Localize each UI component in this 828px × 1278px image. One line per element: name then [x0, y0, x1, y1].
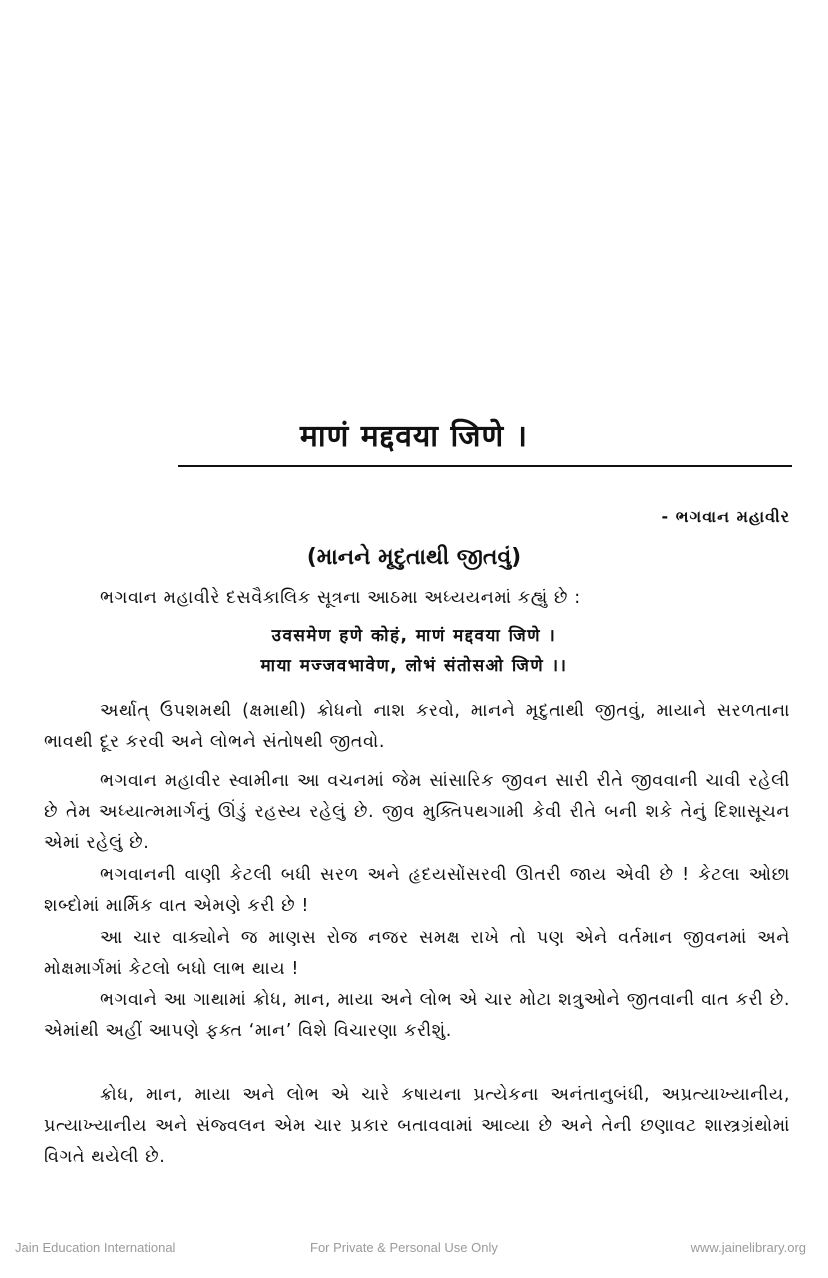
page-title-text: माणं मद्दवया जिणे ।: [299, 419, 529, 454]
paragraph: ભગવાનની વાણી કેટલી બધી સરળ અને હૃદયસોંસરવી ઊતરી જાય એવી છે ! કેટલા ઓછા શબ્દોમાં માર્મિક વાત એમણે કરી છે !: [44, 865, 790, 916]
paragraph: ભગવાન મહાવીર સ્વામીના આ વચનમાં જેમ સાંસારિક જીવન સારી રીતે જીવવાની ચાવી રહેલી છે તેમ અધ્યાત્મમાર્ગનું ઊંડું રહસ્ય રહેલું છે. જીવ મુક્તિપથગામી કેવી રીતે બની શકે તેનું દિશાસૂચન એમાં રહેલું છે.: [44, 771, 790, 853]
footer-usage-notice: For Private & Personal Use Only: [310, 1240, 498, 1255]
paragraph: આ ચાર વાક્યોને જ માણસ રોજ નજર સમક્ષ રાખે તો પણ એને વર્તમાન જીવનમાં અને મોક્ષમાર્ગમાં કેટલો બધો લાભ થાય !: [44, 928, 790, 979]
footer: [0, 1240, 828, 1258]
paragraph: ભગવાને આ ગાથામાં ક્રોધ, માન, માયા અને લોભ એ ચાર મોટા શત્રુઓને જીતવાની વાત કરી છે. એમાંથી અહીં આપણે ફક્ત ‘માન’ વિશે વિચારણા કરીશું.: [44, 990, 790, 1041]
section-subtitle: (માનને મૃદુતાથી જીતવું): [306, 545, 522, 570]
footer-publisher: Jain Education International: [15, 1240, 176, 1255]
intro-text: ભગવાન મહાવીરે દસવૈકાલિક સૂત્રના આઠમા અધ્યયનમાં કહ્યું છે :: [100, 588, 581, 608]
footer-website-link[interactable]: www.jainelibrary.org: [690, 1240, 806, 1255]
verse-line-1: उवसमेण हणे कोहं, माणं मद्दवया जिणे ।: [271, 626, 557, 646]
verse-line-2: माया मज्जवभावेण, लोभं संतोसओ जिणे ।।: [260, 656, 568, 676]
title-divider: [178, 465, 792, 467]
paragraph: ક્રોધ, માન, માયા અને લોભ એ ચારે કષાયના પ્રત્યેકના અનંતાનુબંધી, અપ્રત્યાખ્યાનીય, પ્રત્યાખ્યાનીય અને સંજ્વલન એમ ચાર પ્રકાર બતાવવામાં આવ્યા છે અને તેની છણાવટ શાસ્ત્રગ્રંથોમાં વિગતે થયેલી છે.: [44, 1085, 790, 1167]
page-title: [0, 414, 828, 455]
paragraph: અર્થાત્ ઉપશમથી (ક્ષમાથી) ક્રોધનો નાશ કરવો, માનને મૃદુતાથી જીતવું, માયાને સરળતાના ભાવથી દૂર કરવી અને લોભને સંતોષથી જીતવો.: [44, 701, 790, 752]
attribution: - ભગવાન મહાવીર: [661, 507, 790, 526]
